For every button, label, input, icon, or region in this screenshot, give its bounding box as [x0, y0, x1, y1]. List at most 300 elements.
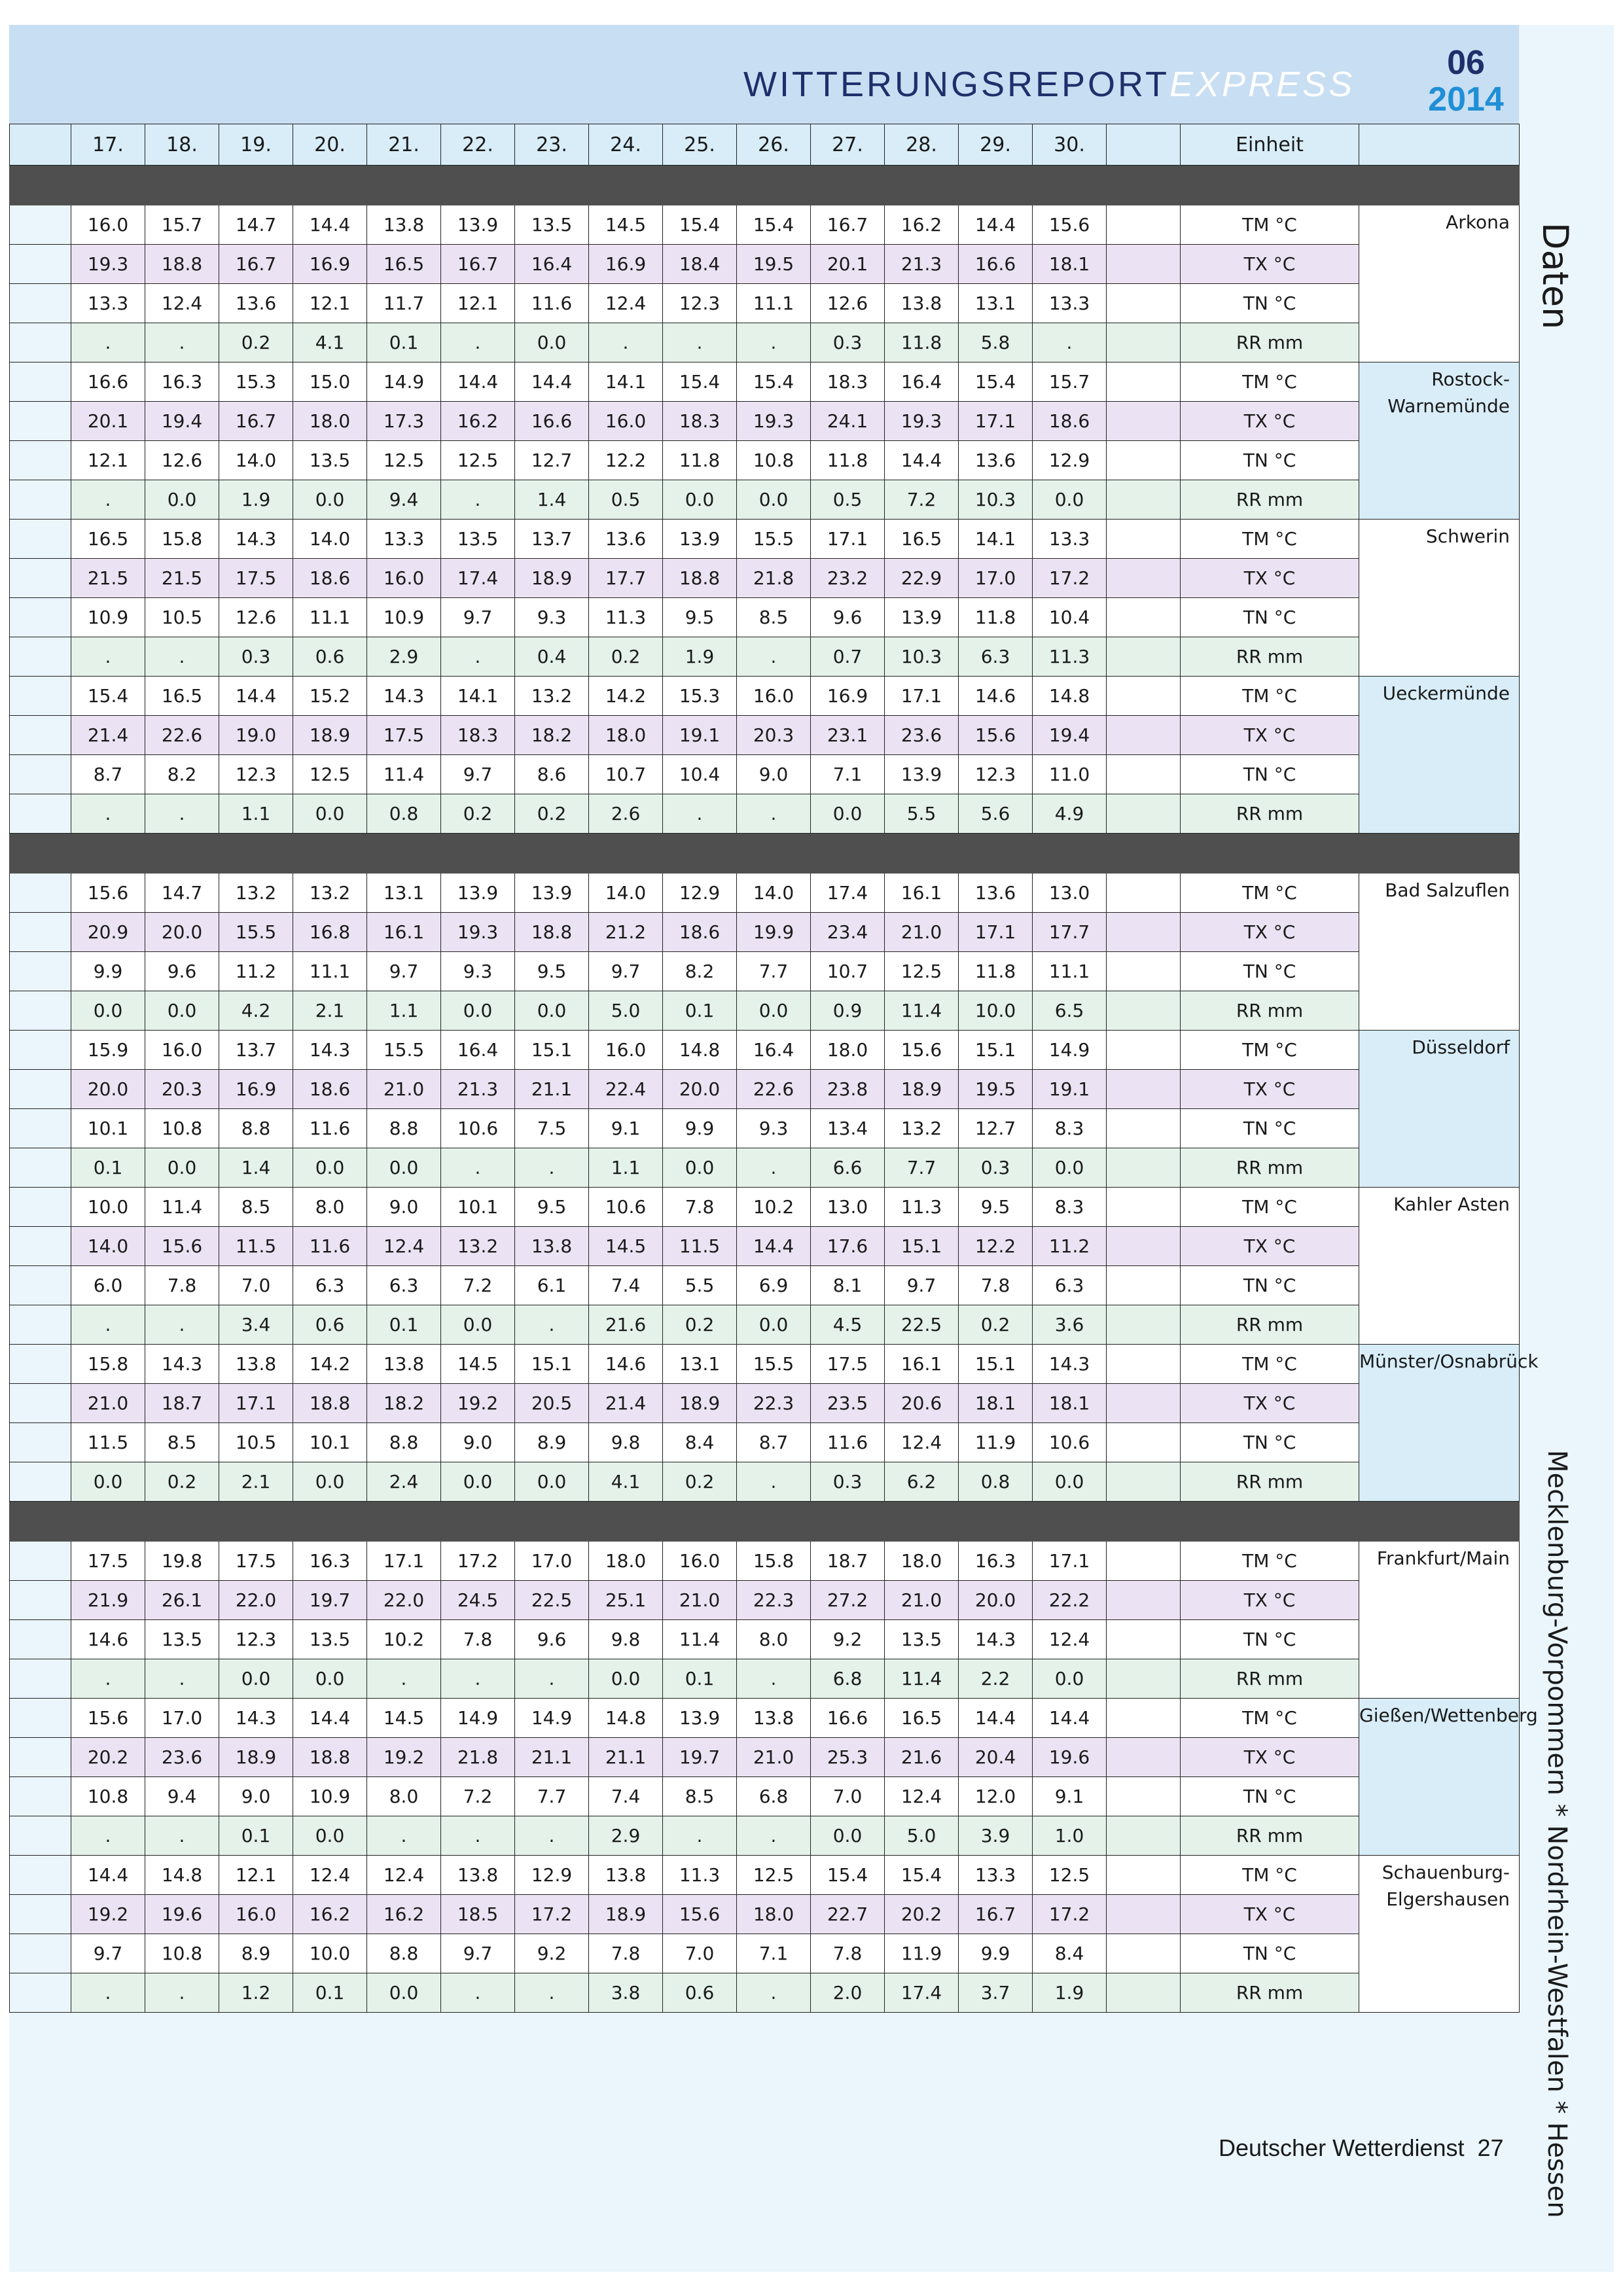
- unit-cell: TM °C: [1181, 362, 1359, 402]
- value-cell: .: [737, 1659, 811, 1699]
- value-cell: 0.0: [293, 1148, 367, 1188]
- value-cell: 18.8: [293, 1384, 367, 1423]
- value-cell: 14.8: [1033, 677, 1107, 716]
- value-cell: 6.8: [811, 1659, 885, 1699]
- value-cell: 12.3: [663, 284, 737, 323]
- value-cell: 10.6: [1033, 1423, 1107, 1462]
- value-cell: .: [663, 794, 737, 834]
- value-cell: 17.5: [811, 1345, 885, 1384]
- value-cell: 13.5: [515, 205, 589, 245]
- value-cell: 19.5: [737, 245, 811, 284]
- value-cell: 0.0: [1033, 1659, 1107, 1699]
- value-cell: 15.8: [145, 520, 219, 559]
- empty-cell: [1107, 1856, 1181, 1895]
- value-cell: 15.5: [367, 1031, 441, 1070]
- value-cell: 16.9: [293, 245, 367, 284]
- value-cell: 0.2: [515, 794, 589, 834]
- value-cell: 16.0: [589, 402, 663, 441]
- value-cell: 10.5: [145, 598, 219, 637]
- value-cell: 9.9: [959, 1934, 1033, 1973]
- header-empty-cell: [1107, 124, 1181, 166]
- table-row: [10, 1148, 1520, 1188]
- value-cell: 19.2: [441, 1384, 515, 1423]
- value-cell: 8.6: [515, 755, 589, 794]
- unit-cell: TX °C: [1181, 1581, 1359, 1620]
- value-cell: 15.7: [145, 205, 219, 245]
- table-row: [10, 1699, 1520, 1738]
- value-cell: 13.1: [663, 1345, 737, 1384]
- unit-cell: TX °C: [1181, 245, 1359, 284]
- value-cell: 10.7: [589, 755, 663, 794]
- unit-cell: RR mm: [1181, 1462, 1359, 1502]
- value-cell: 14.4: [959, 1699, 1033, 1738]
- value-cell: 14.4: [441, 362, 515, 402]
- row-stub-cell: [10, 913, 71, 952]
- value-cell: 10.8: [145, 1934, 219, 1973]
- value-cell: 18.2: [515, 716, 589, 755]
- value-cell: 17.7: [1033, 913, 1107, 952]
- empty-cell: [1107, 1031, 1181, 1070]
- station-name: Ueckermünde: [1382, 682, 1510, 704]
- report-title-sub: EXPRESS: [1169, 65, 1355, 104]
- station-name: Schwerin: [1425, 525, 1510, 547]
- value-cell: 0.2: [663, 1305, 737, 1345]
- value-cell: 23.2: [811, 559, 885, 598]
- value-cell: 16.2: [885, 205, 959, 245]
- value-cell: 11.6: [811, 1423, 885, 1462]
- value-cell: 13.8: [367, 205, 441, 245]
- row-stub-cell: [10, 1109, 71, 1148]
- value-cell: 4.1: [589, 1462, 663, 1502]
- value-cell: 14.4: [959, 205, 1033, 245]
- value-cell: 13.9: [441, 205, 515, 245]
- value-cell: 1.1: [367, 991, 441, 1031]
- value-cell: 14.0: [219, 441, 293, 480]
- empty-cell: [1107, 1659, 1181, 1699]
- table-row: [10, 441, 1520, 480]
- value-cell: .: [441, 1148, 515, 1188]
- value-cell: 6.6: [811, 1148, 885, 1188]
- value-cell: 0.9: [811, 991, 885, 1031]
- value-cell: .: [1033, 323, 1107, 362]
- value-cell: 16.0: [737, 677, 811, 716]
- day-header: 25.: [663, 124, 737, 166]
- value-cell: 10.5: [219, 1423, 293, 1462]
- unit-cell: TM °C: [1181, 520, 1359, 559]
- empty-cell: [1107, 913, 1181, 952]
- value-cell: 9.5: [515, 1188, 589, 1227]
- row-stub-cell: [10, 874, 71, 913]
- value-cell: 11.6: [293, 1227, 367, 1266]
- value-cell: 19.2: [71, 1895, 145, 1934]
- value-cell: 22.9: [885, 559, 959, 598]
- value-cell: 20.0: [663, 1070, 737, 1109]
- value-cell: 18.6: [293, 1070, 367, 1109]
- value-cell: 20.1: [811, 245, 885, 284]
- value-cell: 16.4: [885, 362, 959, 402]
- value-cell: 13.8: [219, 1345, 293, 1384]
- value-cell: 9.6: [145, 952, 219, 991]
- value-cell: 8.7: [71, 755, 145, 794]
- value-cell: 17.3: [367, 402, 441, 441]
- row-stub-cell: [10, 1973, 71, 2013]
- value-cell: 13.6: [959, 441, 1033, 480]
- value-cell: 17.2: [1033, 559, 1107, 598]
- value-cell: 16.5: [885, 1699, 959, 1738]
- unit-cell: TN °C: [1181, 952, 1359, 991]
- value-cell: 9.0: [737, 755, 811, 794]
- empty-cell: [1107, 1738, 1181, 1777]
- regions-label: Mecklenburg-Vorpommern * Nordrhein-Westfalen * Hessen: [1542, 1450, 1572, 2218]
- value-cell: 17.1: [959, 913, 1033, 952]
- table-row: [10, 1345, 1520, 1384]
- value-cell: 4.5: [811, 1305, 885, 1345]
- value-cell: 2.1: [293, 991, 367, 1031]
- unit-cell: RR mm: [1181, 1659, 1359, 1699]
- value-cell: 0.8: [959, 1462, 1033, 1502]
- value-cell: 10.1: [71, 1109, 145, 1148]
- value-cell: 19.4: [1033, 716, 1107, 755]
- value-cell: 20.0: [959, 1581, 1033, 1620]
- value-cell: 14.1: [441, 677, 515, 716]
- unit-cell: TX °C: [1181, 1070, 1359, 1109]
- table-row: [10, 1266, 1520, 1305]
- station-name-cell: [1359, 677, 1520, 834]
- value-cell: 14.4: [293, 1699, 367, 1738]
- value-cell: 19.1: [1033, 1070, 1107, 1109]
- value-cell: 22.5: [515, 1581, 589, 1620]
- value-cell: 11.8: [885, 323, 959, 362]
- table-row: [10, 637, 1520, 677]
- value-cell: 14.8: [663, 1031, 737, 1070]
- value-cell: 17.7: [589, 559, 663, 598]
- empty-cell: [1107, 245, 1181, 284]
- value-cell: 16.3: [959, 1542, 1033, 1581]
- value-cell: 13.9: [663, 1699, 737, 1738]
- value-cell: 10.0: [293, 1934, 367, 1973]
- value-cell: .: [737, 637, 811, 677]
- value-cell: 7.8: [441, 1620, 515, 1659]
- value-cell: 12.6: [219, 598, 293, 637]
- table-row: [10, 1777, 1520, 1816]
- value-cell: 13.7: [515, 520, 589, 559]
- value-cell: 6.2: [885, 1462, 959, 1502]
- station-name-line: Elgershausen: [1386, 1888, 1510, 1910]
- value-cell: 11.4: [367, 755, 441, 794]
- empty-cell: [1107, 520, 1181, 559]
- row-stub-cell: [10, 1266, 71, 1305]
- value-cell: .: [441, 480, 515, 520]
- value-cell: 21.8: [737, 559, 811, 598]
- value-cell: 21.0: [663, 1581, 737, 1620]
- table-row: [10, 402, 1520, 441]
- value-cell: 15.1: [515, 1345, 589, 1384]
- value-cell: 13.3: [367, 520, 441, 559]
- value-cell: 10.6: [441, 1109, 515, 1148]
- value-cell: 17.2: [441, 1542, 515, 1581]
- value-cell: 13.6: [959, 874, 1033, 913]
- value-cell: 0.3: [811, 323, 885, 362]
- unit-cell: RR mm: [1181, 1816, 1359, 1856]
- value-cell: 22.0: [219, 1581, 293, 1620]
- empty-cell: [1107, 1934, 1181, 1973]
- empty-cell: [1107, 1109, 1181, 1148]
- value-cell: 0.0: [737, 991, 811, 1031]
- value-cell: 16.6: [71, 362, 145, 402]
- value-cell: 21.0: [737, 1738, 811, 1777]
- value-cell: 14.2: [293, 1345, 367, 1384]
- value-cell: 8.2: [145, 755, 219, 794]
- value-cell: 9.7: [885, 1266, 959, 1305]
- value-cell: 0.0: [589, 1659, 663, 1699]
- value-cell: 7.4: [589, 1266, 663, 1305]
- value-cell: 20.1: [71, 402, 145, 441]
- value-cell: 10.2: [367, 1620, 441, 1659]
- value-cell: 9.7: [441, 1934, 515, 1973]
- table-row: [10, 559, 1520, 598]
- value-cell: 16.5: [885, 520, 959, 559]
- row-stub-cell: [10, 1423, 71, 1462]
- day-header: 17.: [71, 124, 145, 166]
- value-cell: 15.1: [515, 1031, 589, 1070]
- value-cell: .: [737, 1973, 811, 2013]
- value-cell: 0.2: [145, 1462, 219, 1502]
- value-cell: .: [71, 1659, 145, 1699]
- value-cell: 21.5: [145, 559, 219, 598]
- value-cell: 0.0: [811, 1816, 885, 1856]
- value-cell: 13.2: [441, 1227, 515, 1266]
- station-header-cell: [1359, 124, 1520, 166]
- value-cell: 14.3: [145, 1345, 219, 1384]
- value-cell: 3.8: [589, 1973, 663, 2013]
- empty-cell: [1107, 1542, 1181, 1581]
- value-cell: 13.3: [71, 284, 145, 323]
- unit-cell: TM °C: [1181, 1345, 1359, 1384]
- value-cell: 13.3: [1033, 284, 1107, 323]
- value-cell: 14.3: [1033, 1345, 1107, 1384]
- value-cell: 21.0: [885, 1581, 959, 1620]
- value-cell: 15.4: [71, 677, 145, 716]
- value-cell: 14.1: [589, 362, 663, 402]
- value-cell: 18.0: [737, 1895, 811, 1934]
- value-cell: 10.9: [71, 598, 145, 637]
- value-cell: 16.2: [367, 1895, 441, 1934]
- value-cell: 1.9: [663, 637, 737, 677]
- value-cell: 23.4: [811, 913, 885, 952]
- value-cell: 13.9: [885, 755, 959, 794]
- unit-cell: RR mm: [1181, 637, 1359, 677]
- value-cell: 21.0: [71, 1384, 145, 1423]
- unit-cell: TM °C: [1181, 1542, 1359, 1581]
- value-cell: 1.4: [219, 1148, 293, 1188]
- value-cell: 9.6: [515, 1620, 589, 1659]
- value-cell: 21.4: [71, 716, 145, 755]
- value-cell: 9.8: [589, 1620, 663, 1659]
- value-cell: 18.6: [663, 913, 737, 952]
- row-stub-cell: [10, 598, 71, 637]
- value-cell: 14.6: [589, 1345, 663, 1384]
- unit-cell: TM °C: [1181, 205, 1359, 245]
- value-cell: 17.0: [959, 559, 1033, 598]
- row-stub-cell: [10, 952, 71, 991]
- empty-cell: [1107, 1620, 1181, 1659]
- value-cell: 15.7: [1033, 362, 1107, 402]
- station-name-cell: [1359, 205, 1520, 362]
- table-row: [10, 913, 1520, 952]
- value-cell: 14.9: [515, 1699, 589, 1738]
- empty-cell: [1107, 284, 1181, 323]
- value-cell: 13.1: [959, 284, 1033, 323]
- unit-header: Einheit: [1181, 124, 1359, 166]
- value-cell: 11.3: [885, 1188, 959, 1227]
- value-cell: 7.0: [811, 1777, 885, 1816]
- value-cell: 8.8: [367, 1423, 441, 1462]
- row-stub-cell: [10, 1934, 71, 1973]
- value-cell: .: [441, 1816, 515, 1856]
- group-separator-cell: [10, 1502, 1520, 1542]
- value-cell: 11.6: [515, 284, 589, 323]
- value-cell: 12.5: [441, 441, 515, 480]
- value-cell: 15.4: [885, 1856, 959, 1895]
- value-cell: 12.5: [885, 952, 959, 991]
- empty-cell: [1107, 1462, 1181, 1502]
- value-cell: 8.5: [145, 1423, 219, 1462]
- value-cell: 17.1: [367, 1542, 441, 1581]
- value-cell: 19.5: [959, 1070, 1033, 1109]
- value-cell: 21.0: [367, 1070, 441, 1109]
- value-cell: .: [737, 794, 811, 834]
- row-stub-cell: [10, 1305, 71, 1345]
- value-cell: 12.3: [219, 755, 293, 794]
- value-cell: 14.0: [737, 874, 811, 913]
- unit-cell: TN °C: [1181, 1423, 1359, 1462]
- value-cell: 18.1: [1033, 245, 1107, 284]
- value-cell: 16.2: [441, 402, 515, 441]
- unit-cell: RR mm: [1181, 1148, 1359, 1188]
- value-cell: 0.8: [367, 794, 441, 834]
- value-cell: 0.1: [663, 1659, 737, 1699]
- station-name: Rostock-Warnemünde: [1387, 368, 1510, 417]
- row-stub-cell: [10, 677, 71, 716]
- value-cell: 17.4: [441, 559, 515, 598]
- value-cell: 18.8: [663, 559, 737, 598]
- table-row: [10, 520, 1520, 559]
- value-cell: 15.2: [293, 677, 367, 716]
- empty-cell: [1107, 755, 1181, 794]
- value-cell: 13.7: [219, 1031, 293, 1070]
- value-cell: 11.9: [959, 1423, 1033, 1462]
- station-name-cell: [1359, 520, 1520, 677]
- value-cell: 12.3: [959, 755, 1033, 794]
- value-cell: 20.3: [737, 716, 811, 755]
- empty-cell: [1107, 205, 1181, 245]
- value-cell: 9.7: [589, 952, 663, 991]
- value-cell: 15.9: [71, 1031, 145, 1070]
- value-cell: 25.3: [811, 1738, 885, 1777]
- value-cell: 10.3: [885, 637, 959, 677]
- value-cell: .: [737, 1462, 811, 1502]
- value-cell: 11.3: [1033, 637, 1107, 677]
- table-row: [10, 284, 1520, 323]
- value-cell: 4.9: [1033, 794, 1107, 834]
- table-row: [10, 1620, 1520, 1659]
- value-cell: 16.6: [811, 1699, 885, 1738]
- value-cell: 2.4: [367, 1462, 441, 1502]
- value-cell: 16.0: [219, 1895, 293, 1934]
- empty-cell: [1107, 362, 1181, 402]
- value-cell: 14.5: [441, 1345, 515, 1384]
- value-cell: 1.0: [1033, 1816, 1107, 1856]
- value-cell: 18.3: [441, 716, 515, 755]
- value-cell: .: [441, 637, 515, 677]
- value-cell: .: [515, 1305, 589, 1345]
- station-name-line: Schauenburg-: [1382, 1862, 1510, 1883]
- value-cell: 13.3: [1033, 520, 1107, 559]
- value-cell: 2.9: [367, 637, 441, 677]
- header-row: [10, 124, 1520, 166]
- table-row: [10, 755, 1520, 794]
- unit-cell: RR mm: [1181, 480, 1359, 520]
- value-cell: 10.9: [367, 598, 441, 637]
- value-cell: 20.4: [959, 1738, 1033, 1777]
- unit-cell: TN °C: [1181, 1777, 1359, 1816]
- value-cell: 22.2: [1033, 1581, 1107, 1620]
- value-cell: 14.0: [589, 874, 663, 913]
- value-cell: 4.1: [293, 323, 367, 362]
- value-cell: 22.6: [145, 716, 219, 755]
- empty-cell: [1107, 1227, 1181, 1266]
- value-cell: 0.0: [515, 323, 589, 362]
- value-cell: 7.1: [737, 1934, 811, 1973]
- value-cell: 3.9: [959, 1816, 1033, 1856]
- value-cell: .: [663, 323, 737, 362]
- value-cell: 22.0: [367, 1581, 441, 1620]
- unit-cell: TX °C: [1181, 716, 1359, 755]
- value-cell: 18.0: [293, 402, 367, 441]
- table-row: [10, 1227, 1520, 1266]
- group-separator-cell: [10, 834, 1520, 874]
- value-cell: 16.5: [145, 677, 219, 716]
- value-cell: .: [663, 1816, 737, 1856]
- station-name-cell: [1359, 874, 1520, 1031]
- value-cell: 2.6: [589, 794, 663, 834]
- value-cell: 10.6: [589, 1188, 663, 1227]
- value-cell: 7.4: [589, 1777, 663, 1816]
- value-cell: 8.9: [515, 1423, 589, 1462]
- value-cell: 21.5: [71, 559, 145, 598]
- value-cell: 6.0: [71, 1266, 145, 1305]
- table-row: [10, 1934, 1520, 1973]
- value-cell: 1.1: [219, 794, 293, 834]
- value-cell: 16.1: [885, 1345, 959, 1384]
- value-cell: 18.8: [515, 913, 589, 952]
- value-cell: 11.5: [219, 1227, 293, 1266]
- value-cell: 10.1: [293, 1423, 367, 1462]
- value-cell: 16.0: [589, 1031, 663, 1070]
- value-cell: 12.1: [441, 284, 515, 323]
- value-cell: 0.3: [811, 1462, 885, 1502]
- value-cell: 7.2: [441, 1777, 515, 1816]
- value-cell: 0.0: [293, 794, 367, 834]
- value-cell: 18.0: [589, 716, 663, 755]
- row-stub-cell: [10, 1070, 71, 1109]
- value-cell: 0.0: [441, 1462, 515, 1502]
- value-cell: 27.2: [811, 1581, 885, 1620]
- value-cell: 12.4: [589, 284, 663, 323]
- value-cell: 0.6: [663, 1973, 737, 2013]
- value-cell: 16.1: [885, 874, 959, 913]
- table-row: [10, 1109, 1520, 1148]
